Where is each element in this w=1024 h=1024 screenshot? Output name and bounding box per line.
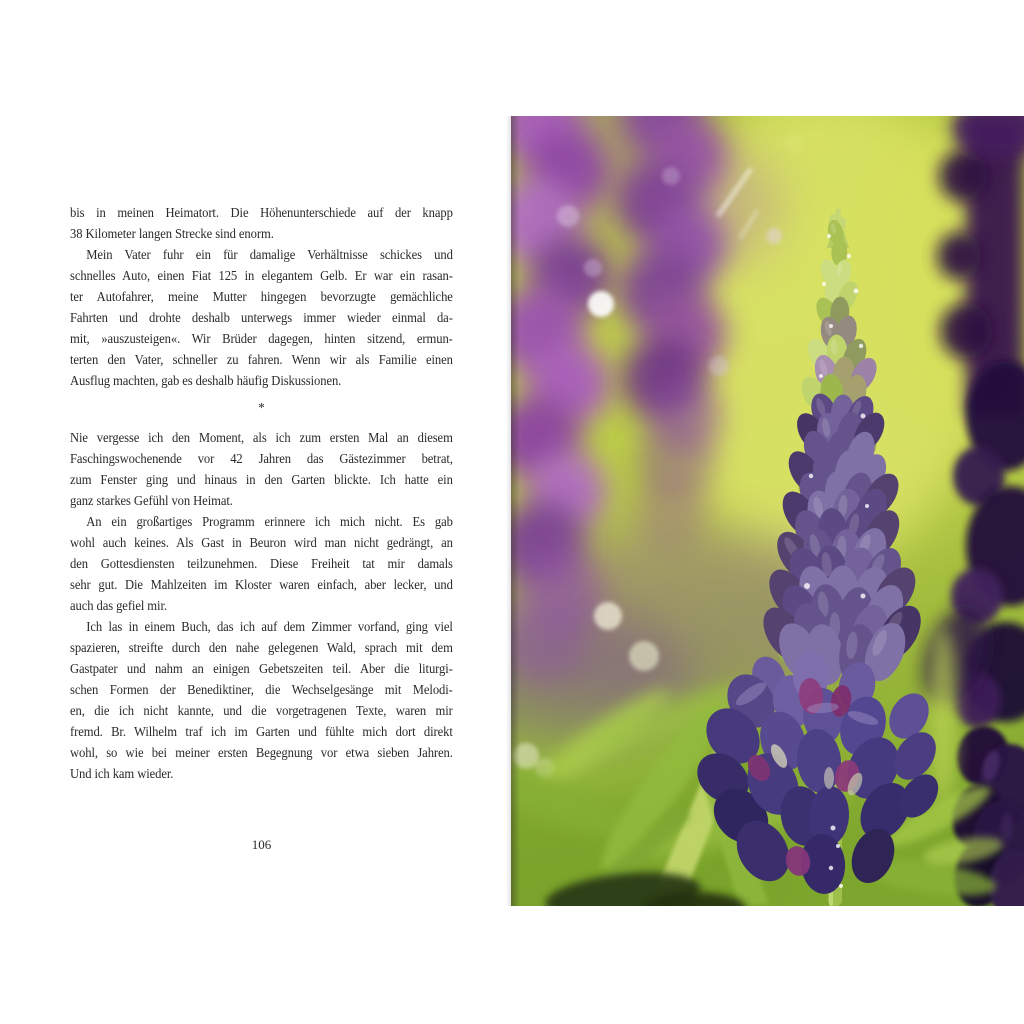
text-line: terten den Vater, schneller zu fahren. Wenn wir als Familie einen [70,352,453,367]
text-line: zum Fenster ging und hinaus in den Garten blickte. Ich hatte ein [70,472,453,487]
text-line: An ein großartiges Programm erinnere ich mich nicht. Es gab [86,514,453,529]
body-text [70,202,453,784]
text-line: fremd. Br. Wilhelm traf ich im Garten und fühlte mich dort direkt [70,724,453,739]
text-line: en, die ich nicht kannte, und die vorgetragenen Texte, waren mir [70,703,453,718]
section-separator: * [258,401,265,416]
text-line: Faschingswochenende vor 42 Jahren das Gästezimmer betrat, [70,451,453,466]
text-line: wohl auch keines. Als Gast in Beuron wird man nicht gedrängt, an [70,535,453,550]
text-line: den Gottesdiensten teilzunehmen. Diese Freiheit tat mir damals [70,556,453,571]
text-line: mit, »auszusteigen«. Wir Brüder dagegen, hinten sitzend, ermun- [70,331,453,346]
text-line: Und ich kam wieder. [70,766,174,781]
text-line: Nie vergesse ich den Moment, als ich zum ersten Mal an diesem [70,430,453,445]
lupine-photo [511,116,1024,906]
text-line: Gastpater und nahm an einigen Gebetszeiten teil. Aber die liturgi- [70,661,453,676]
text-line: wohl, so wie bei meiner ersten Begegnung vor etwa sieben Jahren. [70,745,453,760]
text-line: Ausflug machten, gab es deshalb häufig Diskussionen. [70,373,342,388]
text-line: schen Formen der Benediktiner, die Wechselgesänge mit Melodi- [70,682,453,697]
left-page [0,0,511,1024]
text-line: bis in meinen Heimatort. Die Höhenunterschiede auf der knapp [70,205,453,220]
text-line: 38 Kilometer langen Strecke sind enorm. [70,226,274,241]
page-number: 106 [251,837,272,852]
text-line: Fahrten und drohte deshalb unterwegs immer wieder einmal da- [70,310,453,325]
text-line: spazieren, streifte durch den nahe gelegenen Wald, sprach mit dem [70,640,453,655]
text-line: Ich las in einem Buch, das ich auf dem Zimmer vorfand, ging viel [86,619,453,634]
text-line: sehr gut. Die Mahlzeiten im Kloster waren einfach, aber lecker, und [70,577,453,592]
text-line: ganz starkes Gefühl von Heimat. [70,493,233,508]
text-line: auch das gefiel mir. [70,598,167,613]
lupine-photo-svg [511,116,1024,906]
text-line: Mein Vater fuhr ein für damalige Verhältnisse schickes und [86,247,453,262]
text-line: ter Autofahrer, meine Mutter hingegen bevorzugte gemächliche [70,289,453,304]
text-line: schnelles Auto, einen Fiat 125 in elegantem Gelb. Er war ein rasan- [70,268,453,283]
